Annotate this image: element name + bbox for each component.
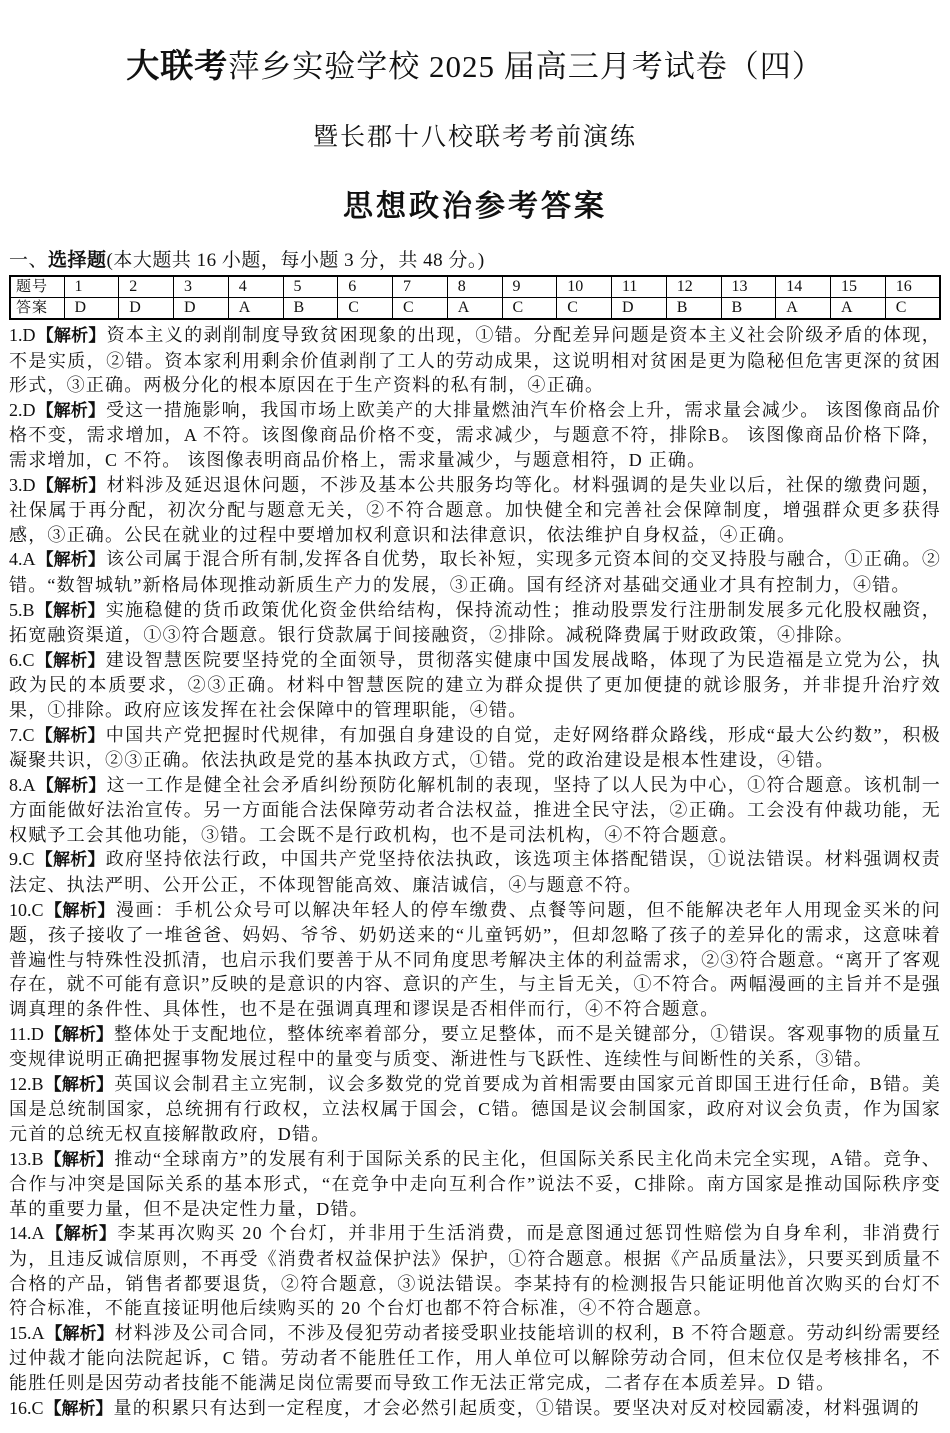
qnum-cell: 14: [776, 276, 831, 298]
section-heading: [9, 245, 941, 272]
analysis-label: 【解析】: [44, 1024, 114, 1044]
question-answer-prefix: 3.D: [9, 474, 36, 495]
solution-item-3: [9, 473, 941, 548]
analysis-text: 实施稳健的货币政策优化资金供给结构，保持流动性；推动股票发行注册制发展多元化股权融资，拓宽融资渠道，①③符合题意。银行贷款属于间接融资，②排除。减税降费属于财政政策，④排除。: [9, 599, 942, 646]
analysis-label: 【解析】: [35, 600, 105, 620]
analysis-text: 这一工作是健全社会矛盾纠纷预防化解机制的表现，坚持了以人民为中心，①符合题意。该机制一方面能做好法治宣传。另一方面能合法保障劳动者合法权益，推进全民守法，②正确。工会没有仲裁功能，无权赋予工会其他功能，③错。工会既不是行政机构，也不是司法机构，④不符合题意。: [9, 774, 941, 845]
qnum-cell: 9: [502, 276, 557, 298]
answer-cell: C: [502, 298, 557, 320]
analysis-text: 英国议会制君主立宪制，议会多数党的党首要成为首相需要由国家元首即国王进行任命，B错。美国是总统制国家，总统拥有行政权，立法权属于国会，C错。德国是议会制国家，政府对议会负责，作为国家元首的总统无权直接解散政府，D错。: [9, 1073, 941, 1144]
table-row-answers: [10, 298, 940, 320]
analysis-text: 中国共产党把握时代规律，有加强自身建设的自觉，走好网络群众路线，形成“最大公约数”，积极凝聚共识，②③正确。依法执政是党的基本执政方式，①错。党的政治建设是根本性建设，④错。: [9, 724, 942, 771]
qnum-cell: 13: [721, 276, 776, 298]
question-answer-prefix: 6.C: [9, 649, 35, 670]
analysis-text: 材料涉及延迟退休问题，不涉及基本公共服务均等化。材料强调的是失业以后，社保的缴费问题，社保属于再分配，初次分配与题意无关，②不符合题意。加快健全和完善社会保障制度，增强群众更多获得感，③正确。公民在就业的过程中要增加权利意识和法律意识，依法维护自身权益，④正确。: [9, 474, 941, 545]
answer-cell: C: [885, 298, 940, 320]
section-number: 一、: [9, 250, 49, 271]
analysis-label: 【解析】: [44, 1074, 114, 1094]
answer-cell: D: [174, 298, 229, 320]
answer-cell: B: [283, 298, 338, 320]
analysis-label: 【解析】: [45, 1323, 114, 1343]
question-answer-prefix: 9.C: [9, 849, 35, 870]
solution-item-6: [9, 648, 941, 723]
analysis-text: 量的积累只有达到一定程度，才会必然引起质变，①错误。要坚决对反对校园霸凌，材料强调的: [113, 1397, 920, 1418]
solution-item-8: [9, 773, 941, 848]
question-answer-prefix: 2.D: [9, 399, 36, 420]
analysis-label: 【解析】: [36, 400, 105, 420]
analysis-label: 【解析】: [36, 475, 106, 495]
analysis-text: 整体处于支配地位，整体统率着部分，要立足整体，而不是关键部分，①错误。客观事物的质量互变规律说明正确把握事物发展过程中的量变与质变、渐进性与飞跃性、连续性与间断性的关系，③错。: [9, 1023, 941, 1070]
answer-cell: B: [721, 298, 776, 320]
analysis-label: 【解析】: [36, 550, 105, 570]
answer-cell: C: [393, 298, 448, 320]
answer-cell: D: [64, 298, 119, 320]
analysis-label: 【解析】: [45, 1224, 117, 1244]
qnum-cell: 5: [283, 276, 338, 298]
answer-cell: D: [119, 298, 174, 320]
answer-cell: A: [228, 298, 283, 320]
question-answer-prefix: 16.C: [9, 1397, 44, 1418]
answer-cell: B: [666, 298, 721, 320]
question-answer-prefix: 1.D: [9, 325, 36, 345]
analysis-label: 【解析】: [36, 326, 106, 345]
analysis-text: 政府坚持依法行政，中国共产党坚持依法执政，该选项主体搭配错误，①说法错误。材料强调权责法定、执法严明、公开公正，不体现智能高效、廉洁诚信，④与题意不符。: [9, 849, 942, 896]
qnum-cell: 11: [612, 276, 667, 298]
qnum-cell: 2: [119, 276, 174, 298]
analysis-text: 该公司属于混合所有制,发挥各自优势，取长补短，实现多元资本间的交叉持股与融合，①正确。②错。“数智城轨”新格局体现推动新质生产力的发展，③正确。国有经济对基础交通业才具有控制力，④错。: [9, 549, 942, 595]
question-answer-prefix: 14.A: [9, 1223, 45, 1244]
exam-subtitle: 暨长郡十八校联考考前演练: [312, 124, 637, 151]
exam-title-text: 萍乡实验学校 2025 届高三月考试卷（四）: [228, 49, 824, 84]
analysis-label: 【解析】: [35, 850, 105, 870]
qnum-cell: 12: [666, 276, 721, 298]
qnum-cell: 8: [447, 276, 502, 298]
answer-key-title: 思想政治参考答案: [343, 190, 607, 223]
solution-item-9: [9, 847, 941, 897]
answer-cell: A: [831, 298, 886, 320]
answer-table: [9, 275, 941, 320]
analysis-label: 【解析】: [44, 900, 115, 920]
question-answer-prefix: 10.C: [9, 899, 44, 920]
question-answer-prefix: 8.A: [9, 774, 36, 795]
solution-item-15: [9, 1321, 941, 1396]
solution-item-13: [9, 1147, 941, 1222]
qnum-cell: 15: [831, 276, 886, 298]
analysis-label: 【解析】: [44, 1398, 113, 1418]
question-answer-prefix: 13.B: [9, 1148, 44, 1169]
row-header-answer: 答案: [10, 298, 64, 320]
qnum-cell: 3: [174, 276, 229, 298]
solutions-section: [9, 323, 941, 1421]
solution-item-12: [9, 1072, 941, 1147]
answer-cell: A: [447, 298, 502, 320]
solution-item-14: [9, 1221, 941, 1320]
analysis-text: 资本主义的剥削制度导致贫困现象的出现，①错。分配差异问题是资本主义社会阶级矛盾的体现，不是实质，②错。资本家利用剩余价值剥削了工人的劳动成果，这说明相对贫困是更为隐秘但危害更深的贫困形式，③正确。两极分化的根本原因在于生产资料的私有制，④正确。: [9, 325, 941, 396]
question-answer-prefix: 12.B: [9, 1073, 44, 1094]
solution-item-16: [9, 1396, 941, 1422]
analysis-text: 建设智慧医院要坚持党的全面领导，贯彻落实健康中国发展战略，体现了为民造福是立党为公，执政为民的本质要求，②③正确。材料中智慧医院的建立为群众提供了更加便捷的就诊服务，并非提升治疗效果，①排除。政府应该发挥在社会保障中的管理职能，④错。: [9, 649, 942, 720]
table-row-qnum: [10, 276, 940, 298]
analysis-label: 【解析】: [35, 725, 105, 745]
analysis-label: 【解析】: [44, 1149, 114, 1169]
qnum-cell: 4: [228, 276, 283, 298]
qnum-cell: 16: [885, 276, 940, 298]
analysis-label: 【解析】: [36, 775, 106, 795]
question-answer-prefix: 5.B: [9, 599, 35, 620]
analysis-label: 【解析】: [35, 650, 105, 670]
question-answer-prefix: 7.C: [9, 724, 35, 745]
question-answer-prefix: 11.D: [9, 1023, 44, 1044]
qnum-cell: 1: [64, 276, 119, 298]
qnum-cell: 10: [557, 276, 612, 298]
answer-cell: A: [776, 298, 831, 320]
row-header-qnum: 题号: [10, 276, 64, 298]
solution-item-10: [9, 898, 941, 1022]
solution-item-2: [9, 398, 941, 473]
qnum-cell: 6: [338, 276, 393, 298]
solution-item-4: [9, 547, 941, 597]
analysis-text: 受这一措施影响，我国市场上欧美产的大排量燃油汽车价格会上升，需求量会减少。 该图像商品价格不变，需求增加，A 不符。该图像商品价格不变，需求减少，与题意不符，排除B。 该图像商品价格下降，需求增加，C 不符。 该图像表明商品价格上，需求量减少，与题意相符，D 正确。: [9, 399, 942, 470]
analysis-text: 材料涉及公司合同，不涉及侵犯劳动者接受职业技能培训的权利，B 不符合题意。劳动纠纷需要经过仲裁才能向法院起诉，C 错。劳动者不能胜任工作，用人单位可以解除劳动合同，但末位仅是考核排名，不能胜任则是因劳动者技能不能满足岗位需要而导致工作无法正常完成，二者存在本质差异。D 错。: [9, 1322, 942, 1393]
section-detail: (本大题共 16 小题，每小题 3 分，共 48 分。): [106, 250, 485, 271]
analysis-text: 漫画：手机公众号可以解决年轻人的停车缴费、点餐等问题，但不能解决老年人用现金买米的问题，孩子接收了一堆爸爸、妈妈、爷爷、奶奶送来的“儿童钙奶”，但却忽略了孩子的差异化的需求，这意味着普遍性与特殊性没抓清，也启示我们要善于从不同角度思考解决主体的利益需求，②③符合题意。“离开了客观存在，就不可能有意识”反映的是意识的内容、意识的产生，与主旨无关，①不符合。两幅漫画的主旨并不是强调真理的条件性、具体性，也不是在强调真理和谬误是否相伴而行，④不符合题意。: [9, 899, 941, 1020]
section-name: 选择题: [48, 250, 107, 271]
solution-item-7: [9, 723, 941, 773]
qnum-cell: 7: [393, 276, 448, 298]
answer-cell: C: [338, 298, 393, 320]
exam-brand: 大联考: [126, 47, 229, 84]
analysis-text: 推动“全球南方”的发展有利于国际关系的民主化，但国际关系民主化尚未完全实现，A错。竞争、合作与冲突是国际关系的基本形式，“在竞争中走向互利合作”说法不妥，C排除。南方国家是推动国际秩序变革的重要力量，但不是决定性力量，D错。: [9, 1148, 942, 1219]
answer-cell: D: [612, 298, 667, 320]
answer-cell: C: [557, 298, 612, 320]
question-answer-prefix: 4.A: [9, 549, 36, 570]
analysis-text: 李某再次购买 20 个台灯，并非用于生活消费，而是意图通过惩罚性赔偿为自身牟利，非消费行为，且违反诚信原则，不再受《消费者权益保护法》保护，①符合题意。根据《产品质量法》，只要买到质量不合格的产品，销售者都要退货，②符合题意，③说法错误。李某持有的检测报告只能证明他首次购买的台灯不符合标准，不能直接证明他后续购买的 20 个台灯也都不符合标准，④不符合题意。: [9, 1223, 942, 1319]
solution-item-1: [9, 323, 941, 398]
solution-item-5: [9, 598, 941, 648]
question-answer-prefix: 15.A: [9, 1322, 45, 1343]
solution-item-11: [9, 1022, 941, 1072]
page-title: [9, 40, 941, 87]
